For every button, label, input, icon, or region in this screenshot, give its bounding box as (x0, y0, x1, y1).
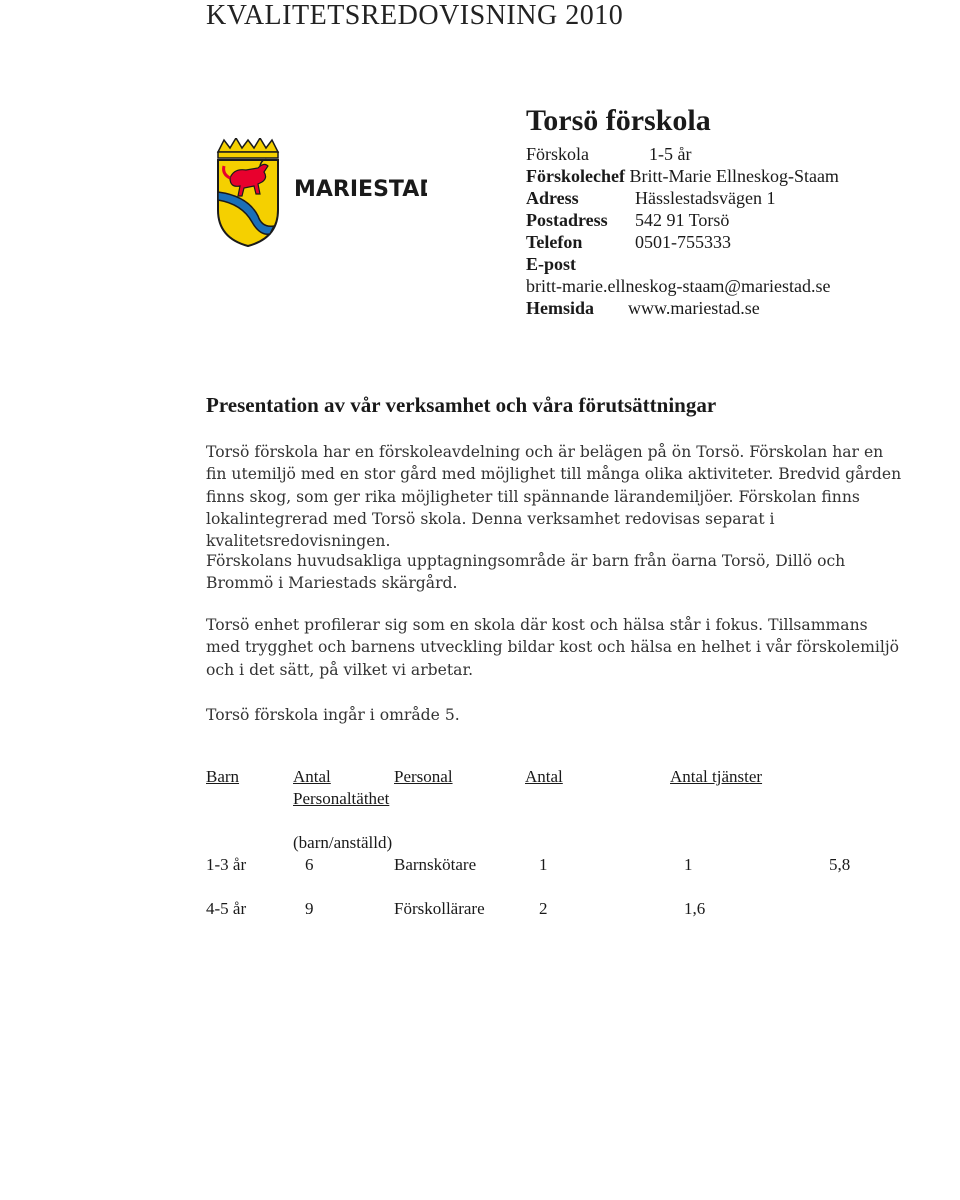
info-head-value: Britt-Marie Ellneskog-Staam (629, 166, 839, 186)
info-postal-label: Postadress (526, 210, 608, 230)
table-cell-antal2: 2 (539, 899, 548, 918)
info-email-label: E-post (526, 254, 577, 274)
info-address-value: Hässlestadsvägen 1 (635, 188, 776, 208)
mariestad-logo (212, 138, 427, 248)
table-cell-antal: 6 (305, 855, 314, 874)
info-email-value[interactable]: britt-marie.ellneskog-staam@mariestad.se (526, 276, 831, 296)
table-header-personal: Personal (394, 767, 453, 786)
info-web-label: Hemsida (526, 298, 595, 318)
table-cell-barn: 4-5 år (206, 899, 247, 918)
info-email-row (526, 254, 576, 275)
table-cell-personal: Barnskötare (394, 855, 477, 874)
info-head-row (526, 166, 839, 187)
info-web-row (526, 298, 760, 319)
paragraph-region: Torsö förskola ingår i område 5. (206, 706, 460, 724)
info-address-row (526, 188, 775, 209)
info-phone-value: 0501-755333 (635, 232, 731, 252)
table-header-personaltathet: Personaltäthet (293, 789, 390, 808)
info-postal-value: 542 91 Torsö (635, 210, 730, 230)
section-heading: Presentation av vår verksamhet och våra förutsättningar (206, 393, 717, 417)
table-cell-tjanster: 1,6 (684, 899, 706, 918)
table-header-antal2: Antal (525, 767, 563, 786)
info-head-label: Förskolechef (526, 166, 625, 186)
table-cell-antal2: 1 (539, 855, 548, 874)
paragraph-intro: Torsö förskola har en förskoleavdelning och är belägen på ön Torsö. Förskolan har en fin utemiljö med en stor gård med möjlighet till många olika aktiviteter. Bredvid gården finns skog, som ger rika möjligheter till spännande lärandemiljöer. Förskolan finns lokalintegrerad med Torsö skola. Denna verksamhet redovisas separat i kvalitetsredovisningen. (206, 443, 902, 551)
info-postal-row (526, 210, 729, 231)
paragraph-area: Förskolans huvudsakliga upptagningsområde är barn från öarna Torsö, Dillö och Brommö i Mariestads skärgård. (206, 552, 846, 593)
info-phone-row (526, 232, 731, 253)
school-name: Torsö förskola (526, 104, 711, 137)
table-cell-tathet: 5,8 (829, 855, 851, 874)
table-cell-antal: 9 (305, 899, 314, 918)
table-header-antal-tjanster: Antal tjänster (670, 767, 763, 786)
info-web-value[interactable]: www.mariestad.se (628, 298, 760, 318)
table-cell-barn: 1-3 år (206, 855, 247, 874)
info-type-row (526, 144, 691, 165)
table-header-barn-anstalld: (barn/anställd) (293, 833, 393, 852)
table-header-barn: Barn (206, 767, 240, 786)
table-cell-tjanster: 1 (684, 855, 693, 874)
table-cell-personal: Förskollärare (394, 899, 485, 918)
info-address-label: Adress (526, 188, 579, 208)
info-type-value: 1-5 år (649, 144, 692, 164)
mariestad-coat-of-arms-icon (212, 138, 427, 248)
logo-text: MARIESTAD (294, 177, 427, 202)
table-header-antal: Antal (293, 767, 331, 786)
info-type-label: Förskola (526, 144, 589, 164)
info-phone-label: Telefon (526, 232, 583, 252)
paragraph-profile: Torsö enhet profilerar sig som en skola där kost och hälsa står i fokus. Tillsammans med trygghet och barnens utveckling bildar kost och hälsa en helhet i vår förskolemiljö och i det sätt, på vilket vi arbetar. (206, 616, 900, 679)
document-title: KVALITETSREDOVISNING 2010 (206, 0, 624, 31)
